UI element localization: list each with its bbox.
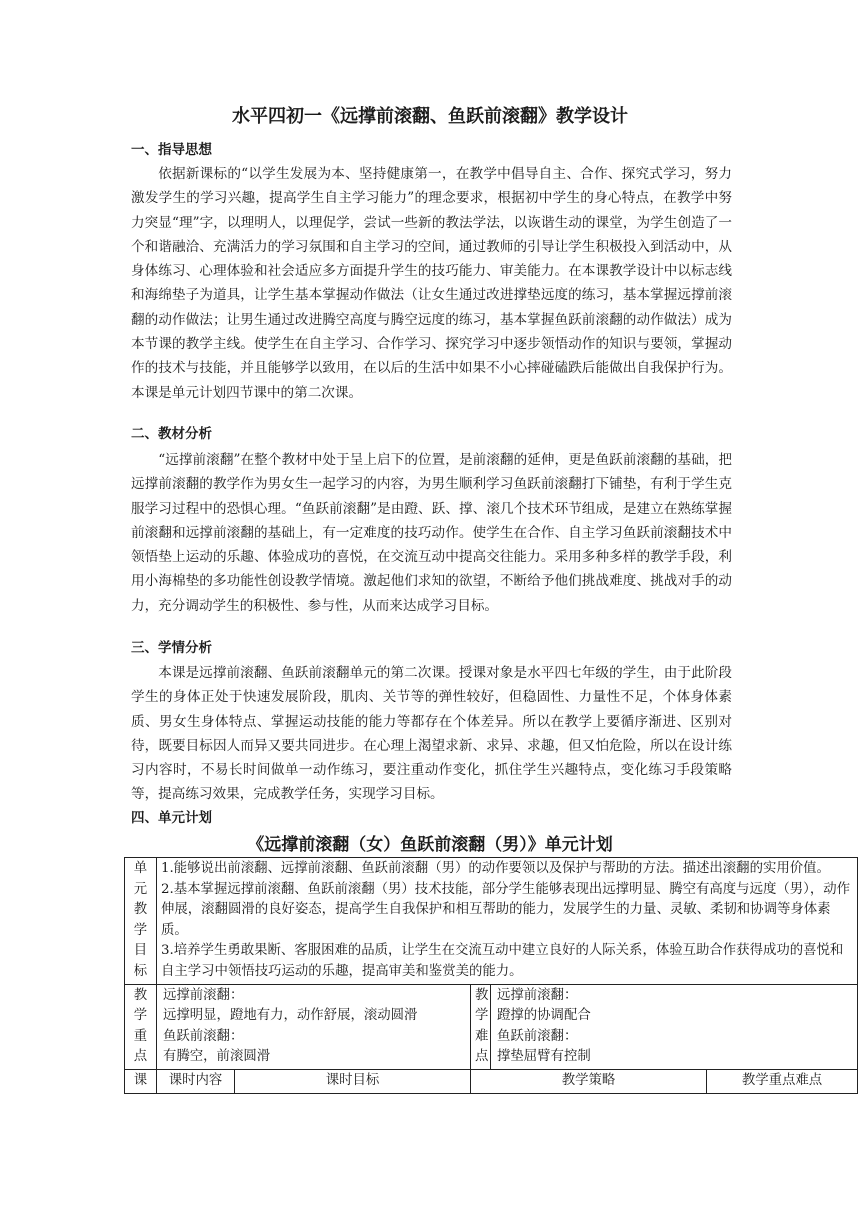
goal-item: 1.能够说出前滚翻、远撑前滚翻、鱼跃前滚翻（男）的动作要领以及保护与帮助的方法。描述出滚翻的实用价值。 xyxy=(161,861,830,876)
section-paragraph-guiding-ideology: 依据新课标的“以学生发展为本、坚持健康第一，在教学中倡导自主、合作、探究式学习，努力激发学生的学习兴趣，提高学生自主学习能力”的理念要求，根据初中学生的身心特点，在教学中努力突显“理”字，以理明人，以理促学，尝试一些新的教法学法，以诙谐生动的课堂，为学生创造了一个和谐融洽、充满活力的学习氛围和自主学习的空间，通过教师的引导让学生积极投入到活动中，从身体练习、心理体验和社会适应多方面提升学生的技巧能力、审美能力。在本课教学设计中以标志线和海绵垫子为道具，让学生基本掌握动作做法（让女生通过改进撑垫远度的练习，基本掌握远撑前滚翻的动作做法；让男生通过改进腾空高度与腾空远度的练习，基本掌握鱼跃前滚翻的动作做法）成为本节课的教学主线。使学生在自主学习、合作学习、探究学习中逐步领悟动作的知识与要领，掌握动作的技术与技能，并且能够学以致用，在以后的生活中如果不小心摔碰磕跌后能做出自我保护行为。本课是单元计划四节课中的第二次课。 xyxy=(131,166,732,401)
goal-item: 2.基本掌握远撑前滚翻、鱼跃前滚翻（男）技术技能，部分学生能够表现出远撑明显、腾空有高度与远度（男），动作伸展，滚翻圆滑的良好姿态，提高学生自我保护和相互帮助的能力，发展学生的力量、灵敏、柔韧和协调等身体素质。 xyxy=(161,881,850,938)
column-header-lesson-content: 课时内容 xyxy=(157,1069,235,1093)
column-header-lesson-goal: 课时目标 xyxy=(235,1069,471,1093)
table-row-key-points xyxy=(125,984,858,1069)
section-heading-material-analysis: 二、教材分析 xyxy=(131,426,212,442)
section-heading-guiding-ideology: 一、指导思想 xyxy=(131,142,212,158)
key-points-content-cell: 远撑前滚翻： 远撑明显，蹬地有力，动作舒展，滚动圆滑 鱼跃前滚翻： 有腾空，前滚圆滑 xyxy=(157,984,471,1069)
key-points-label-cell: 教 学 重 点 xyxy=(125,984,157,1069)
table-header-row xyxy=(125,1069,858,1093)
section-paragraph-student-analysis: 本课是远撑前滚翻、鱼跃前滚翻单元的第二次课。授课对象是水平四七年级的学生，由于此阶段学生的身体正处于快速发展阶段，肌肉、关节等的弹性较好，但稳固性、力量性不足，个体身体素质、男女生身体特点、掌握运动技能的能力等都存在个体差异。所以在教学上要循序渐进、区别对待，既要目标因人而异又要共同进步。在心理上渴望求新、求异、求趣，但又怕危险，所以在设计练习内容时，不易长时间做单一动作练习，要注重动作变化，抓住学生兴趣特点，变化练习手段策略等，提高练习效果，完成教学任务，实现学习目标。 xyxy=(131,665,732,803)
goals-label-cell: 单 元 教 学 目 标 xyxy=(125,858,157,985)
goal-item: 3.培养学生勇敢果断、客服困难的品质，让学生在交流互动中建立良好的人际关系，体验互助合作获得成功的喜悦和自主学习中领悟技巧运动的乐趣，提高审美和鉴赏美的能力。 xyxy=(161,943,844,979)
document-title: 水平四初一《远撑前滚翻、鱼跃前滚翻》教学设计 xyxy=(232,106,628,127)
column-header-lesson: 课 xyxy=(125,1069,157,1093)
section-heading-student-analysis: 三、学情分析 xyxy=(131,640,212,656)
section-heading-unit-plan: 四、单元计划 xyxy=(131,810,212,826)
column-header-key-difficult: 教学重点难点 xyxy=(707,1069,858,1093)
difficulties-content-cell: 远撑前滚翻： 蹬撑的协调配合 鱼跃前滚翻： 撑垫屈臂有控制 xyxy=(491,984,858,1069)
table-row-goals xyxy=(125,858,858,985)
unit-plan-table xyxy=(124,857,858,1094)
column-header-strategy: 教学策略 xyxy=(471,1069,707,1093)
section-paragraph-material-analysis: “远撑前滚翻”在整个教材中处于呈上启下的位置，是前滚翻的延伸，更是鱼跃前滚翻的基础，把远撑前滚翻的教学作为男女生一起学习的内容，为男生顺利学习鱼跃前滚翻打下铺垫，有利于学生克服学习过程中的恐惧心理。“鱼跃前滚翻”是由蹬、跃、撑、滚几个技术环节组成，是建立在熟练掌握前滚翻和远撑前滚翻的基础上，有一定难度的技巧动作。使学生在合作、自主学习鱼跃前滚翻技术中领悟垫上运动的乐趣、体验成功的喜悦，在交流互动中提高交往能力。采用多种多样的教学手段，利用小海棉垫的多功能性创设教学情境。激起他们求知的欲望，不断给予他们挑战难度、挑战对手的动力，充分调动学生的积极性、参与性，从而来达成学习目标。 xyxy=(131,452,732,614)
difficulties-label-cell: 教 学 难 点 xyxy=(471,984,491,1069)
unit-table-title: 《远撑前滚翻（女）鱼跃前滚翻（男）》单元计划 xyxy=(247,835,613,855)
goals-content-cell xyxy=(157,858,858,985)
